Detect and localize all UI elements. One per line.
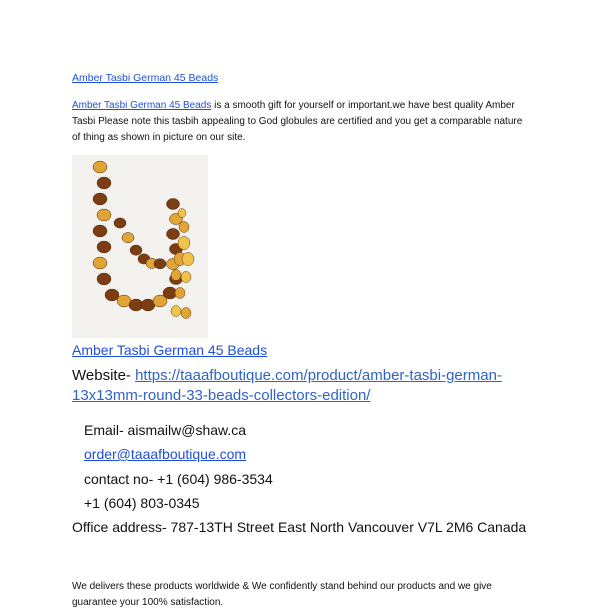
bead	[167, 228, 180, 239]
tassel-bead	[171, 270, 181, 281]
product-photo	[72, 155, 208, 338]
bead	[97, 209, 111, 221]
phone-line: contact no- +1 (604) 986-3534	[84, 471, 273, 487]
bead	[97, 241, 111, 253]
tassel-bead	[181, 272, 191, 283]
intro-paragraph	[72, 98, 532, 146]
tassel-bead	[182, 252, 194, 265]
tassel-bead	[179, 222, 189, 233]
bead	[154, 259, 166, 269]
bead	[167, 198, 180, 209]
amber-beads-photo-icon	[72, 155, 208, 338]
website-label: Website-	[72, 367, 136, 384]
bead	[97, 273, 111, 285]
intro-link[interactable]: Amber Tasbi German 45 Beads	[72, 100, 212, 111]
tassel-bead	[178, 209, 186, 218]
bead	[130, 245, 142, 255]
product-link[interactable]: Amber Tasbi German 45 Beads	[72, 342, 268, 358]
bead	[93, 193, 107, 205]
heading-link[interactable]: Amber Tasbi German 45 Beads	[72, 72, 219, 84]
bead	[122, 233, 134, 243]
tassel-bead	[171, 306, 181, 317]
bead	[114, 218, 126, 228]
email-line: Email- aismailw@shaw.ca	[84, 422, 247, 438]
bead	[93, 225, 107, 237]
tassel-bead	[175, 288, 185, 299]
footer-paragraph: We delivers these products worldwide & We confidently stand behind our products and we give guarantee your 100% satisfaction.	[72, 581, 492, 608]
bead	[93, 257, 107, 269]
website-url-link[interactable]: https://taaafboutique.com/product/amber-tasbi-german-13x13mm-round-33-beads-collectors-edition/	[72, 367, 502, 404]
office-address: Office address- 787-13TH Street East North Vancouver V7L 2M6 Canada	[72, 519, 527, 535]
bead	[105, 289, 119, 301]
tassel-bead	[178, 236, 190, 249]
bead	[93, 161, 107, 173]
tassel-bead	[181, 308, 191, 319]
intro-text: is a smooth gift for yourself or important.we have best quality Amber Tasbi Please note this tasbih appealing to God globules are certified and you get a comparable nature of thing as shown in picture on our site.	[72, 100, 523, 143]
website-line	[72, 366, 542, 406]
bead	[97, 177, 111, 189]
phone-secondary: +1 (604) 803-0345	[84, 495, 200, 511]
order-email-link[interactable]: order@taaafboutique.com	[84, 446, 247, 462]
